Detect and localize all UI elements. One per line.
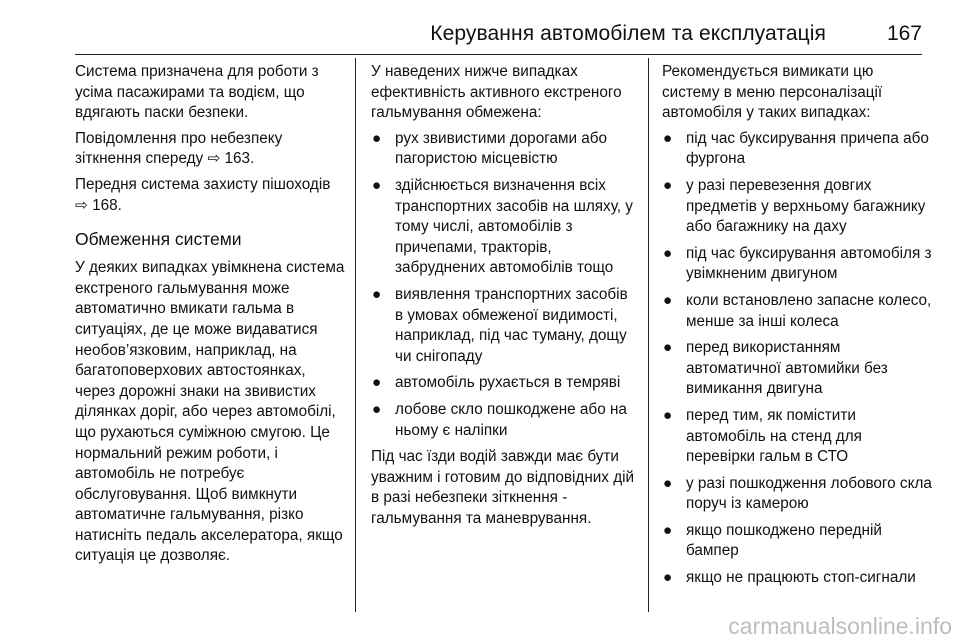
column-divider: [648, 58, 649, 612]
list-item-text: коли встановлено запасне колесо, менше за інші колеса: [686, 291, 932, 330]
list-item-text: здійснюється визначення всіх транспортних засобів на шляху, у тому числі, автомобілів з причепами, тракторів, забруднених автомобілів тощо: [395, 176, 633, 277]
bullet-list: [371, 129, 639, 441]
page-header: [75, 0, 922, 55]
bullet-icon: ●: [663, 176, 673, 194]
column-middle: [371, 62, 639, 534]
list-item-text: якщо не працюють стоп-сигнали: [686, 569, 916, 587]
page-ref-icon: ⇨: [207, 150, 221, 168]
page-number: 167: [886, 22, 922, 45]
page-ref-icon: ⇨: [75, 196, 88, 214]
list-item-text: під час буксирування причепа або фургона: [686, 129, 929, 168]
paragraph: Під час їзди водій завжди має бути уважним і готовим до відповідних дій в разі небезпеки зіткнення - гальмування та маневрування.: [371, 448, 635, 527]
bullet-icon: ●: [663, 244, 673, 262]
list-item-text: якщо пошкоджено передній бампер: [686, 521, 882, 560]
list-item-text: перед використанням автоматичної автомийки без вимикання двигуна: [686, 339, 888, 398]
list-item: [662, 291, 932, 332]
list-item-text: виявлення транспортних засобів в умовах обмеженої видимості, наприклад, під час туману, дощу чи снігопаду: [395, 285, 628, 365]
bullet-list: [662, 129, 932, 589]
list-item: [662, 176, 932, 238]
page-ref-link[interactable]: 168.: [92, 196, 122, 214]
chapter-title: Керування автомобілем та експлуатація: [430, 22, 826, 45]
list-item-text: перед тим, як помістити автомобіль на стенд для перевірки гальм в СТО: [686, 406, 862, 466]
list-item-text: у разі пошкодження лобового скла поруч із камерою: [686, 474, 932, 513]
page-ref-link[interactable]: 163.: [224, 150, 255, 168]
paragraph-text: Повідомлення про небезпеку зіткнення спереду: [75, 129, 283, 168]
list-item: [662, 129, 932, 170]
list-item: [662, 568, 932, 589]
list-item: [662, 244, 932, 285]
bullet-icon: ●: [663, 291, 673, 309]
paragraph-text: Передня система захисту пішоходів: [75, 175, 331, 193]
list-item: [662, 338, 932, 400]
column-divider: [355, 58, 356, 612]
paragraph: Рекомендується вимикати цю систему в меню персоналізації автомобіля у таких випадках:: [662, 63, 883, 122]
bullet-icon: ●: [663, 339, 673, 357]
list-item: [371, 129, 639, 170]
section-heading: Обмеження системи: [75, 229, 242, 250]
list-item-text: під час буксирування автомобіля з увімкненим двигуном: [686, 244, 932, 283]
list-item: [662, 521, 932, 562]
list-item: [662, 474, 932, 515]
column-left: [75, 62, 347, 572]
bullet-icon: ●: [372, 285, 382, 303]
paragraph: У наведених нижче випадках ефективність активного екстреного гальмування обмежена:: [371, 63, 622, 122]
list-item: [371, 285, 639, 367]
list-item-text: автомобіль рухається в темряві: [395, 374, 621, 392]
bullet-icon: ●: [372, 176, 382, 194]
list-item-text: рух звивистими дорогами або пагористою місцевістю: [395, 129, 608, 168]
paragraph: У деяких випадках увімкнена система екстреного гальмування може автоматично вмикати гальма в ситуаціях, де це може видаватися необов’язковим, наприклад, на багатоповерхових автостоянках, через дорожні знаки на звивистих ділянках доріг, або через автомобілі, що рухаються суміжною смугою. Це нормальний режим роботи, і автомобіль не потребує обслуговування. Щоб вимкнути автоматичне гальмування, різко натисніть педаль акселератора, якщо ситуація це дозволяє.: [75, 259, 345, 565]
paragraph: Система призначена для роботи з усіма пасажирами та водієм, що вдягають паски безпеки.: [75, 63, 319, 122]
list-item: [371, 373, 639, 394]
list-item: [371, 400, 639, 441]
bullet-icon: ●: [663, 406, 673, 424]
bullet-icon: ●: [663, 521, 673, 539]
bullet-icon: ●: [663, 129, 673, 147]
list-item-text: у разі перевезення довгих предметів у верхньому багажнику або багажнику на даху: [686, 176, 926, 236]
bullet-icon: ●: [372, 129, 382, 147]
list-item: [662, 406, 932, 468]
list-item-text: лобове скло пошкоджене або на ньому є наліпки: [395, 400, 627, 439]
bullet-icon: ●: [663, 569, 673, 587]
bullet-icon: ●: [372, 400, 382, 418]
watermark: carmanualsonline.info: [728, 613, 952, 639]
column-right: [662, 62, 932, 595]
paragraph: [75, 129, 347, 170]
paragraph: [75, 175, 347, 216]
bullet-icon: ●: [663, 474, 673, 492]
bullet-icon: ●: [372, 374, 382, 392]
list-item: [371, 176, 639, 279]
